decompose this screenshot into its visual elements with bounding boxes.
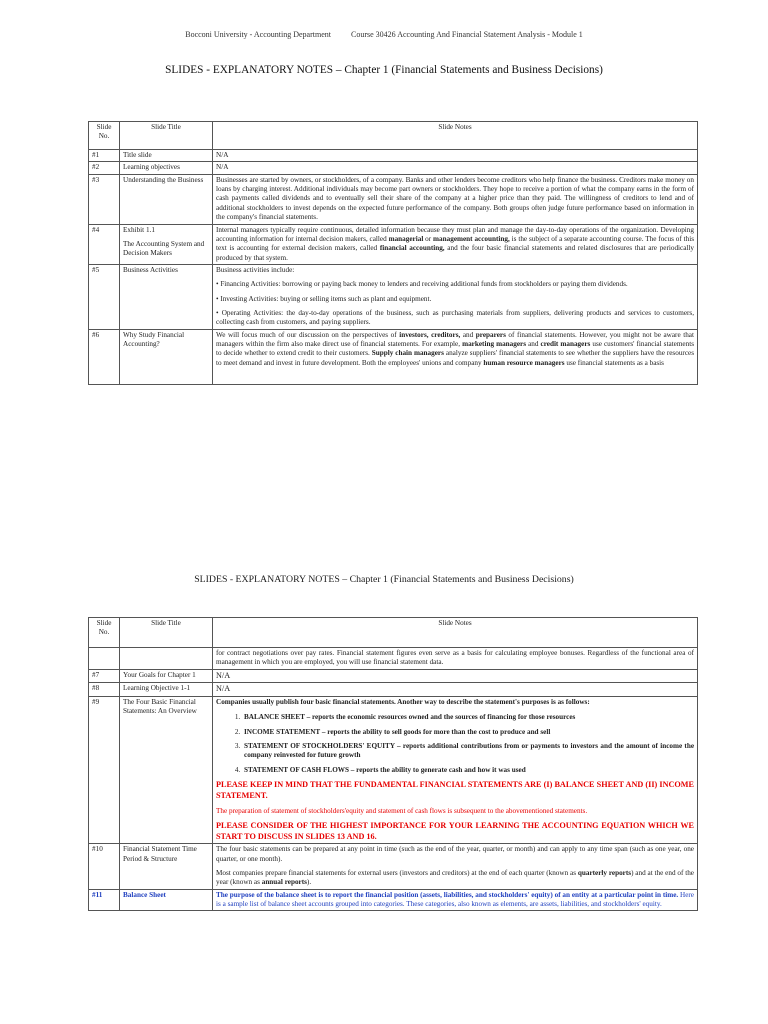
slide-notes: Businesses are started by owners, or stockholders, of a company. Banks and other lenders become creditors who help finance the business. Creditors make money on loans by charging interest. Additional individuals may become part owners or stockholders. They hope to receive a portion of what the company earns in the form of cash payments called dividends and to eventually sell their share of the company at a higher price than they paid. The willingness of creditors to lend and of additional stockholders to invest depends on the expected future performance of the company. Both groups often judge future performance based on information in the company's financial statements. — [213, 174, 698, 224]
slide-no: #3 — [89, 174, 120, 224]
notes-text: ). — [306, 878, 312, 887]
list-item-rest: – reports the economic resources owned and the sources of financing for those resources — [304, 713, 576, 722]
table-row — [89, 683, 698, 697]
notes-text: Here is a sample list of balance sheet accounts grouped into categories. These categories, also known as elements, are assets, liabilities, and stockholders' equity. — [216, 890, 694, 908]
page2-title: SLIDES - EXPLANATORY NOTES – Chapter 1 (Financial Statements and Business Decisions) — [194, 574, 574, 585]
list-item-head: STATEMENT OF STOCKHOLDERS' EQUITY — [244, 742, 395, 751]
notes-bold: The purpose of the balance sheet is to report the financial position (assets, liabilities, and stockholders' equity) of an entity at a particular point in time. — [216, 890, 679, 899]
header-right: Course 30426 Accounting And Financial Statement Analysis - Module 1 — [350, 30, 583, 39]
list-item-head: INCOME STATEMENT — [244, 727, 321, 736]
notes-bold: PLEASE CONSIDER OF THE HIGHEST IMPORTANCE FOR YOUR LEARNING THE ACCOUNTING EQUATION WHICH WE START TO DISCUSS IN SLIDES 13 AND 16. — [216, 820, 694, 841]
table-header-row — [89, 122, 698, 150]
notes-text: analyze suppliers' financial statements to see whether the suppliers have the resources to meet demand and invest in future development. Both the employees' unions and company — [216, 349, 694, 367]
col-header-slide-notes: Slide Notes — [213, 618, 698, 648]
slide-no — [89, 889, 120, 911]
notes-bold: preparers — [475, 330, 506, 339]
notes-paragraph: • Investing Activities: buying or selling items such as plant and equipment. — [216, 294, 432, 303]
slide-title-line1: Exhibit 1.1 — [123, 225, 155, 234]
slide-no: #9 — [89, 697, 120, 844]
notes-text: use financial statements as a basis — [564, 358, 664, 367]
slide-notes — [213, 889, 698, 911]
page-title-rest: – Chapter 1 (Financial Statements and Business Decisions) — [333, 64, 603, 76]
notes-paragraph: • Operating Activities: the day-to-day operations of the business, such as purchasing materials from suppliers, delivering products and services to customers, collecting cash from customers, and paying suppliers. — [216, 309, 694, 327]
notes-intro — [216, 698, 694, 707]
slide-title-bold: Balance Sheet — [123, 890, 166, 899]
slide-no: #10 — [89, 844, 120, 889]
running-header — [0, 30, 768, 39]
table-row — [89, 264, 698, 329]
statements-list — [216, 713, 694, 775]
slide-title: The Four Basic Financial Statements: An Overview — [120, 697, 213, 844]
slide-notes — [213, 697, 698, 844]
table-header-row — [89, 618, 698, 648]
slide-notes — [213, 329, 698, 384]
slide-notes-continued: for contract negotiations over pay rates. Financial statement figures even serve as a basis for calculating employee bonuses. Regardless of the functional area of management in which you are employed, you will use financial statement data. — [213, 648, 698, 670]
slide-no: #1 — [89, 150, 120, 162]
slide-no-bold: #11 — [92, 890, 103, 899]
notes-text: of financial statements. However, you might not be aware that managers within the firm also make direct use of financial statements. For example, — [216, 330, 694, 349]
table-row — [89, 648, 698, 670]
slide-no: #7 — [89, 669, 120, 683]
table-row — [89, 669, 698, 683]
table-row — [89, 150, 698, 162]
header-left: Bocconi University - Accounting Department — [185, 30, 331, 39]
slide-notes: N/A — [213, 683, 698, 697]
notes-clipped-text — [216, 331, 694, 383]
slide-no: #4 — [89, 224, 120, 264]
slide-notes: N/A — [213, 150, 698, 162]
slide-no: #2 — [89, 162, 120, 174]
slide-title: Why Study Financial Accounting? — [120, 329, 213, 384]
slide-no: #5 — [89, 264, 120, 329]
notes-paragraph: • Financing Activities: borrowing or paying back money to lenders and receiving additional funds from stockholders or paying them dividends. — [216, 280, 628, 289]
table-row — [89, 844, 698, 889]
table-row — [89, 162, 698, 174]
list-item — [242, 713, 694, 722]
list-item — [242, 766, 694, 775]
notes-paragraph — [216, 869, 694, 888]
slide-title: Financial Statement Time Period & Structure — [120, 844, 213, 889]
slide-title: Your Goals for Chapter 1 — [120, 669, 213, 683]
notes-text: We will focus much of our discussion on the perspectives of — [216, 330, 400, 339]
notes-bold: managerial — [388, 234, 424, 243]
slide-title: Understanding the Business — [120, 174, 213, 224]
col-header-slide-no: Slide No. — [89, 122, 120, 150]
slide-notes: N/A — [213, 669, 698, 683]
notes-bold: credit managers — [540, 340, 591, 349]
notes-paragraph: Business activities include: — [216, 265, 295, 274]
slide-title: Title slide — [120, 150, 213, 162]
slide-title: Learning objectives — [120, 162, 213, 174]
slide-title: Learning Objective 1-1 — [120, 683, 213, 697]
notes-text: use customers' financial statements to decide whether to extend credit to their customers. — [216, 340, 694, 358]
notes-text: or — [423, 234, 434, 243]
slide-no: #8 — [89, 683, 120, 697]
table-row — [89, 174, 698, 224]
notes-red-emphasis — [216, 821, 694, 842]
slide-title — [120, 889, 213, 911]
table-row — [89, 889, 698, 911]
notes-bold: Supply chain managers — [371, 349, 444, 358]
col-header-slide-title: Slide Title — [120, 122, 213, 150]
list-item-head: BALANCE SHEET — [244, 713, 305, 722]
col-header-slide-title: Slide Title — [120, 618, 213, 648]
table-row — [89, 329, 698, 384]
notes-bold: management accounting, — [433, 234, 510, 243]
notes-red-text: The preparation of statement of stockholders'equity and statement of cash flows is subsequent to the abovementioned statements. — [216, 806, 588, 815]
list-item — [242, 742, 694, 761]
notes-bold: marketing managers — [462, 340, 527, 349]
notes-text: and — [526, 340, 541, 349]
notes-text: and — [460, 330, 476, 339]
list-item-rest: – reports the ability to generate cash and how it was used — [348, 765, 526, 774]
notes-bold: financial accounting, — [379, 244, 445, 253]
slide-notes: N/A — [213, 162, 698, 174]
slide-title: Business Activities — [120, 264, 213, 329]
col-header-slide-notes: Slide Notes — [213, 122, 698, 150]
slide-notes — [213, 224, 698, 264]
notes-bold: PLEASE KEEP IN MIND THAT THE FUNDAMENTAL FINANCIAL STATEMENTS ARE (I) BALANCE SHEET AND (II) INCOME STATEMENT. — [216, 780, 694, 800]
notes-bold: annual reports — [261, 878, 307, 887]
list-item-head: STATEMENT OF CASH FLOWS — [244, 765, 349, 774]
notes-text: Internal managers typically require continuous, detailed information because they must plan and manage the day-to-day operations of the organization. Developing accounting information for internal decision makers, called — [216, 225, 694, 243]
notes-text: and the four basic financial statements and related disclosures that are periodically produced by that system. — [216, 244, 694, 262]
slide-title-line2: The Accounting System and Decision Makers — [123, 239, 205, 258]
list-item-rest: – reports the ability to sell goods for more than the cost to produce and sell — [320, 727, 551, 736]
notes-text: Most companies prepare financial statements for external users (investors and creditors) at the end of each quarter (known as — [216, 868, 578, 877]
notes-bold: human resource managers — [483, 358, 565, 367]
notes-paragraph: The four basic statements can be prepared at any point in time (such as the end of the year, quarter, or month) and can apply to any time span (such as one year, one quarter, or one month). — [216, 845, 694, 863]
notes-bold: Companies usually publish four basic financial statements. Another way to describe the statement's purposes is as follows: — [216, 698, 590, 707]
slide-notes — [213, 844, 698, 889]
page-title-bold: SLIDES - EXPLANATORY NOTES — [165, 64, 334, 76]
slide-notes — [213, 264, 698, 329]
list-item — [242, 728, 694, 737]
slide-no: #6 — [89, 329, 120, 384]
slides-notes-table-1 — [88, 121, 698, 385]
notes-red-emphasis — [216, 780, 694, 801]
slide-title — [120, 224, 213, 264]
table-row — [89, 224, 698, 264]
notes-bold: quarterly reports — [577, 868, 632, 877]
page-title — [0, 64, 768, 76]
notes-text: ) and at the end of the year (known as — [216, 868, 695, 887]
list-item-rest: – reports additional contributions from or payments to investors and the amount of income the company reinvested for future growth — [244, 742, 695, 760]
col-header-slide-no: Slide No. — [89, 618, 120, 648]
notes-bold: investors, creditors, — [399, 330, 461, 339]
table-row — [89, 697, 698, 844]
notes-text: is the subject of a separate accounting course. The focus of this text is accounting for external decision makers, called — [216, 234, 694, 253]
slides-notes-table-2 — [88, 617, 698, 911]
